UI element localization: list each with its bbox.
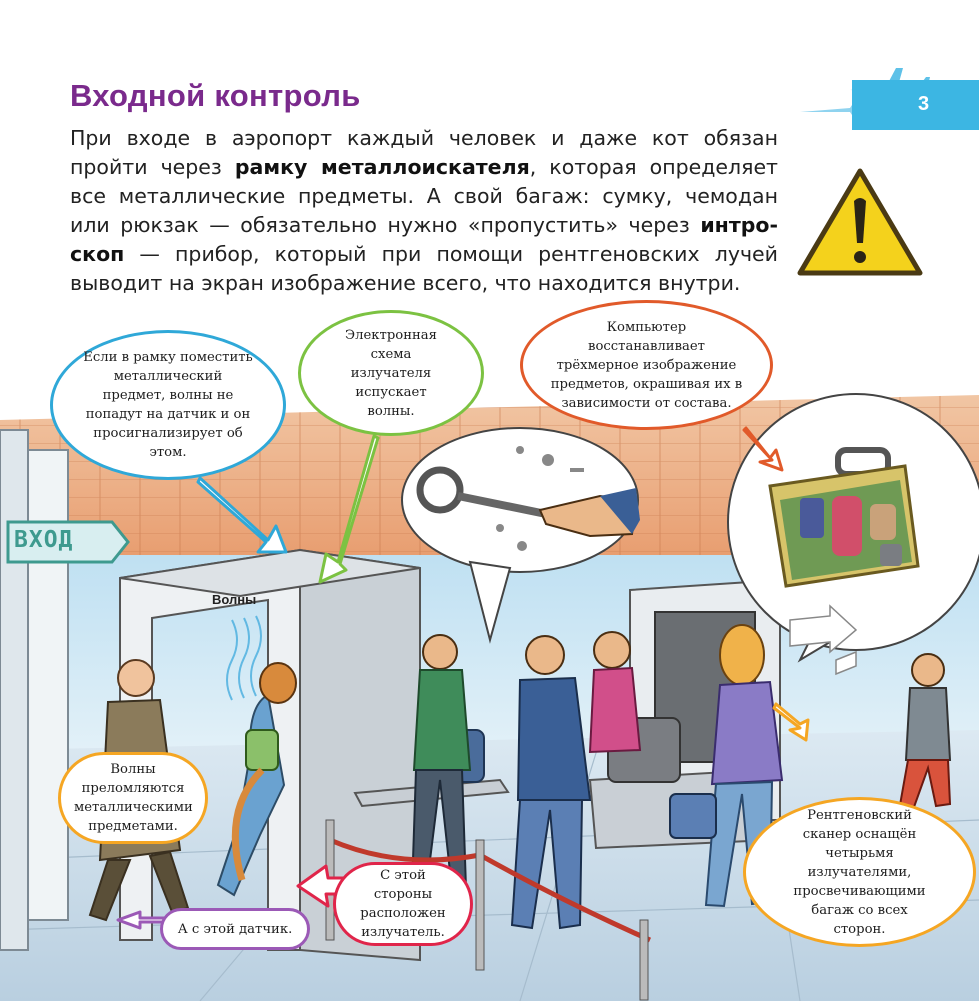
entry-sign-label: ВХОД bbox=[14, 527, 74, 553]
callout-sensor-side-text: А с этой датчик. bbox=[177, 921, 293, 937]
intro-bold-introscope: интро-скоп bbox=[70, 213, 778, 266]
intro-paragraph bbox=[70, 124, 778, 298]
callout-metal-frame bbox=[50, 330, 286, 480]
intro-text-2: , которая определяет все металлические предметы. А свой багаж: сумку, чемодан или рюкзак — обязательно нужно «пропустить» через bbox=[70, 155, 778, 237]
page-number-tab bbox=[852, 80, 979, 130]
callout-computer bbox=[520, 300, 773, 430]
callout-emitter-side bbox=[333, 862, 473, 946]
callout-scanner bbox=[743, 797, 976, 947]
callout-refraction bbox=[58, 752, 208, 844]
callout-computer-text: Компьютер восстанавливает трёхмерное изображение предметов, окрашивая их в зависимости от состава. bbox=[550, 319, 743, 411]
page-title: Входной контроль bbox=[70, 78, 361, 113]
callout-emitter-scheme-text: Электронная схема излучателя испускает волны. bbox=[345, 327, 437, 419]
page-number: 3 bbox=[918, 93, 930, 115]
callout-emitter-scheme bbox=[298, 310, 484, 436]
callout-sensor-side bbox=[160, 908, 310, 950]
waves-label: Волны bbox=[212, 592, 257, 607]
callout-metal-frame-text: Если в рамку поместить металлический предмет, волны не попадут на датчик и он просигнализирует об этом. bbox=[83, 350, 253, 460]
intro-text-3: — прибор, который при помощи рентгеновских лучей выводит на экран изображение всего, что находится внутри. bbox=[70, 242, 778, 295]
callout-refraction-text: Волны преломляются металлическими предметами. bbox=[74, 762, 193, 834]
callout-emitter-side-text: С этой стороны расположен излучатель. bbox=[360, 868, 446, 940]
warning-sign-icon bbox=[794, 165, 926, 279]
intro-bold-metal-detector: рамку металлоискателя bbox=[234, 155, 530, 179]
callout-scanner-text: Рентгеновский сканер оснащён четырьмя излучателями, просвечивающими багаж со всех сторон. bbox=[793, 807, 926, 937]
intro-text-1: При входе в аэропорт каждый человек и даже кот обязан пройти через bbox=[70, 126, 778, 179]
